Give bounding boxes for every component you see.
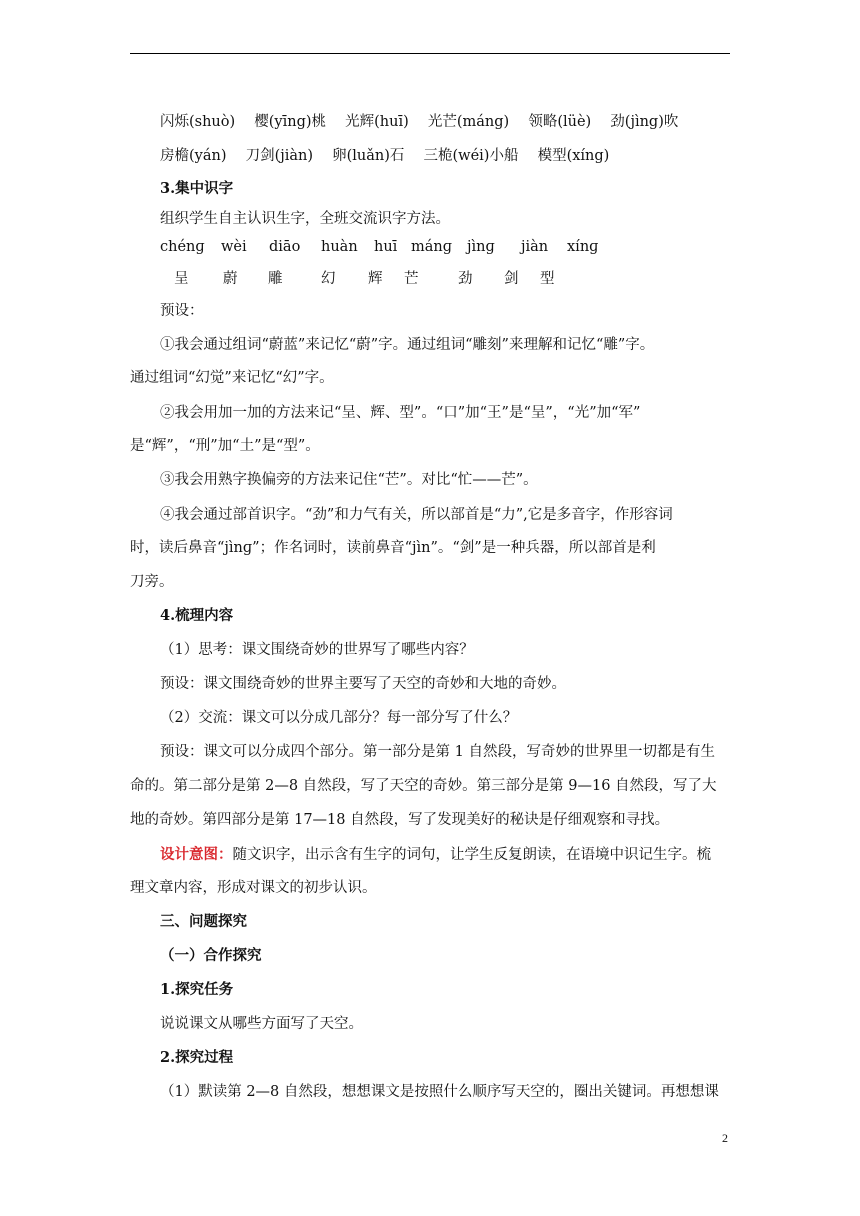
character-item: 辉 <box>368 271 383 287</box>
question-2: （2）交流：课文可以分成几部分？每一部分写了什么？ <box>160 710 518 726</box>
vocab-line-2: 房檐(yán) 刀剑(jiàn) 卵(luǎn)石 三桅(wéi)小船 模型(xíng) <box>160 148 610 164</box>
page-number: 2 <box>722 1131 728 1145</box>
task-heading: 1.探究任务 <box>160 981 234 998</box>
cooperative-inquiry-heading: （一）合作探究 <box>160 947 262 964</box>
vocab-line-1: 闪烁(shuò) 樱(yīng)桃 光辉(huī) 光芒(máng) 领略(lüè) 劲(jìng)吹 <box>160 114 679 130</box>
method-4-line-3: 刀旁。 <box>130 574 174 590</box>
method-4-line-2: 时，读后鼻音“jìnɡ”；作名词时，读前鼻音“jìn”。“剑”是一种兵器，所以部首是利 <box>130 540 656 556</box>
method-1-line-1: ①我会通过组词“蔚蓝”来记忆“蔚”字。通过组词“雕刻”来理解和记忆“雕”字。 <box>160 337 655 353</box>
answer-2-line-1: 预设：课文可以分成四个部分。第一部分是第 1 自然段，写奇妙的世界里一切都是有生 <box>160 744 715 760</box>
answer-1: 预设：课文围绕奇妙的世界主要写了天空的奇妙和大地的奇妙。 <box>160 676 566 692</box>
preset-label: 预设： <box>160 303 204 319</box>
section-3-intro: 组织学生自主认识生字，全班交流识字方法。 <box>160 211 450 227</box>
design-intent-line-1 <box>160 845 711 865</box>
question-1: （1）思考：课文围绕奇妙的世界写了哪些内容？ <box>160 642 474 658</box>
pinyin-item: huàn <box>321 239 358 255</box>
character-item: 芒 <box>404 271 419 287</box>
pinyin-item: chénɡ <box>160 239 205 255</box>
pinyin-item: jìnɡ <box>467 239 495 255</box>
character-item: 剑 <box>504 271 519 287</box>
character-item: 蔚 <box>223 271 238 287</box>
answer-2-line-3: 地的奇妙。第四部分是第 17—18 自然段，写了发现美好的秘诀是仔细观察和寻找。 <box>130 812 670 828</box>
design-intent-label: 设计意图： <box>160 846 233 863</box>
pinyin-item: jiàn <box>521 239 549 255</box>
task-text: 说说课文从哪些方面写了天空。 <box>160 1016 363 1032</box>
character-item: 型 <box>540 271 555 287</box>
process-heading: 2.探究过程 <box>160 1049 234 1066</box>
section-4-heading: 4.梳理内容 <box>160 607 234 624</box>
character-item: 劲 <box>458 271 473 287</box>
method-2-line-2: 是“辉”，“刑”加“土”是“型”。 <box>130 438 320 454</box>
design-intent-line-2: 理文章内容，形成对课文的初步认识。 <box>130 880 377 896</box>
character-item: 呈 <box>174 271 189 287</box>
process-line-1: （1）默读第 2—8 自然段，想想课文是按照什么顺序写天空的，圈出关键词。再想想课 <box>160 1084 719 1100</box>
pinyin-item: huī <box>374 239 398 255</box>
pinyin-item: diāo <box>269 239 301 255</box>
answer-2-line-2: 命的。第二部分是第 2—8 自然段，写了天空的奇妙。第三部分是第 9—16 自然段，写了大 <box>130 778 717 794</box>
pinyin-item: xínɡ <box>567 239 599 255</box>
pinyin-item: wèi <box>221 239 247 255</box>
character-item: 幻 <box>321 271 336 287</box>
pinyin-item: mánɡ <box>411 239 453 255</box>
design-intent-text: 随文识字，出示含有生字的词句，让学生反复朗读，在语境中识记生字。梳 <box>232 847 711 863</box>
part-3-heading: 三、问题探究 <box>160 913 247 930</box>
header-rule <box>130 53 730 54</box>
method-4-line-1: ④我会通过部首识字。“劲”和力气有关，所以部首是“力”,它是多音字，作形容词 <box>160 507 673 523</box>
section-3-heading: 3.集中识字 <box>160 180 234 197</box>
method-2-line-1: ②我会用加一加的方法来记“呈、辉、型”。“口”加“王”是“呈”，“光”加“军” <box>160 405 641 421</box>
method-3-line-1: ③我会用熟字换偏旁的方法来记住“芒”。对比“忙——芒”。 <box>160 472 538 488</box>
character-item: 雕 <box>268 271 283 287</box>
method-1-line-2: 通过组词“幻觉”来记忆“幻”字。 <box>130 370 334 386</box>
